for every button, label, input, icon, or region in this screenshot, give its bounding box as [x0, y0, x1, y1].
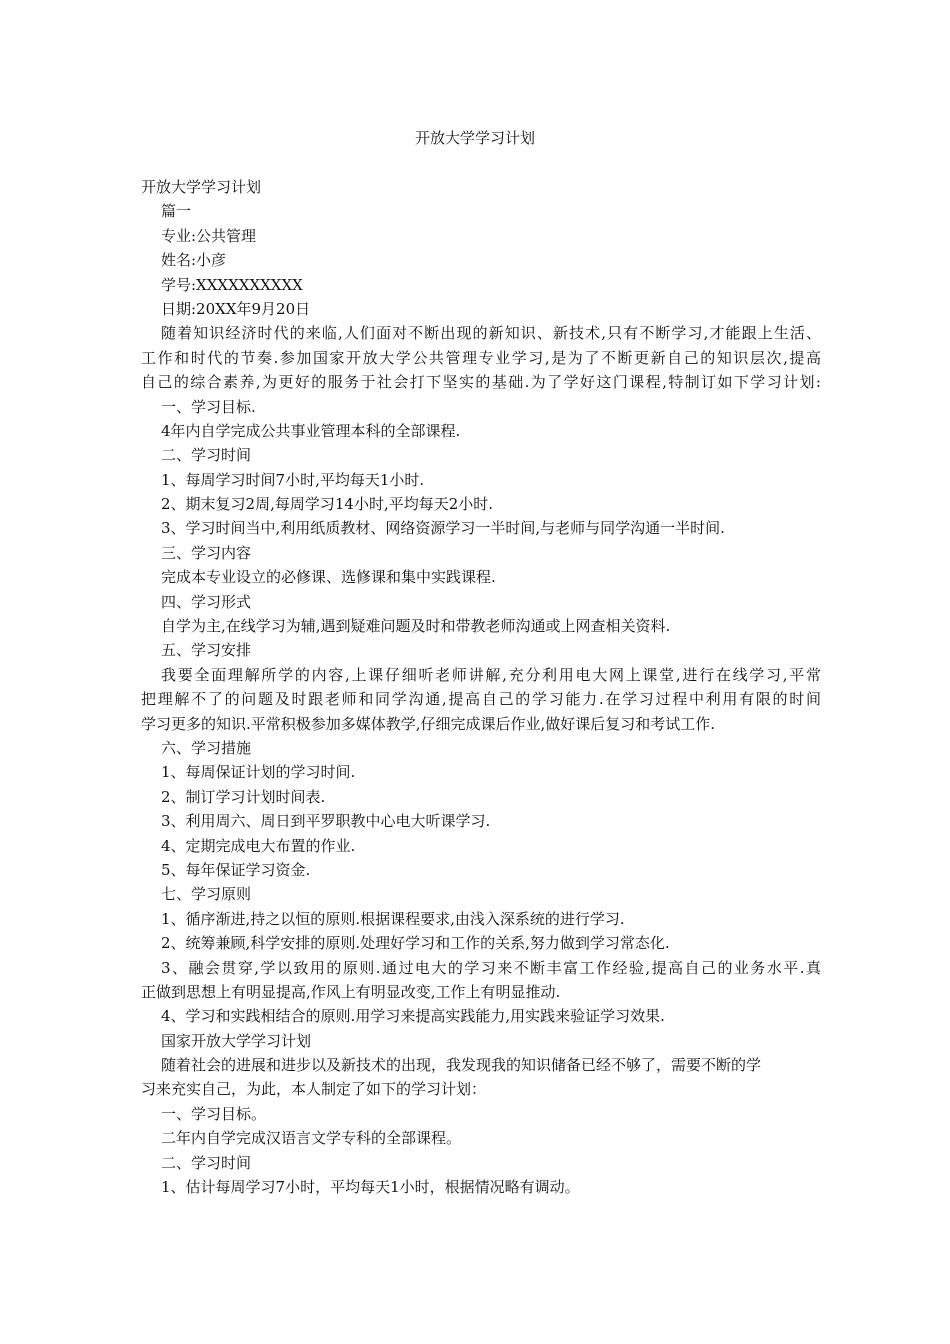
text-line: 5、每年保证学习资金.	[161, 860, 311, 879]
text-line: 1、循序渐进,持之以恒的原则.根据课程要求,由浅入深系统的进行学习.	[161, 909, 625, 928]
text-line: 二年内自学完成汉语言文学专科的全部课程。	[161, 1129, 462, 1148]
text-line: 4、学习和实践相结合的原则.用学习来提高实践能力,用实践来验证学习效果.	[161, 1007, 665, 1026]
text-line: 4年内自学完成公共事业管理本科的全部课程.	[161, 421, 461, 440]
text-line: 3、学习时间当中,利用纸质教材、网络资源学习一半时间,与老师与同学沟通一半时间.	[161, 519, 725, 538]
text-line: 学习更多的知识.平常积极参加多媒体教学,仔细完成课后作业,做好课后复习和考试工作.	[141, 714, 716, 733]
text-line: 2、制订学习计划时间表.	[161, 787, 326, 806]
text-line: 随着知识经济时代的来临,人们面对不断出现的新知识、新技术,只有不断学习,才能跟上生活、	[161, 324, 821, 343]
text-line: 1、每周学习时间7小时,平均每天1小时.	[161, 470, 425, 489]
document-title: 开放大学学习计划	[414, 129, 535, 147]
text-line: 一、学习目标。	[161, 1104, 267, 1123]
document-body	[141, 175, 821, 1199]
text-line: 二、学习时间	[161, 1153, 252, 1172]
text-line: 二、学习时间	[161, 446, 252, 465]
text-line: 正做到思想上有明显提高,作风上有明显改变,工作上有明显推动.	[141, 982, 561, 1001]
text-line: 专业:公共管理	[161, 226, 257, 245]
text-line: 3、利用周六、周日到平罗职教中心电大听课学习.	[161, 812, 491, 831]
text-line: 国家开放大学学习计划	[161, 1031, 312, 1050]
text-line: 随着社会的进展和进步以及新技术的出现，我发现我的知识储备已经不够了，需要不断的学	[161, 1056, 762, 1075]
text-line: 开放大学学习计划	[141, 178, 262, 196]
text-line: 1、估计每周学习7小时，平均每天1小时，根据情况略有调动。	[161, 1178, 580, 1197]
text-line: 三、学习内容	[161, 543, 252, 562]
text-line: 日期:20XX年9月20日	[161, 299, 311, 318]
text-line: 我要全面理解所学的内容,上课仔细听老师讲解,充分利用电大网上课堂,进行在线学习,平常	[161, 665, 821, 684]
text-line: 4、定期完成电大布置的作业.	[161, 836, 356, 855]
text-line: 1、每周保证计划的学习时间.	[161, 763, 356, 782]
text-line: 2、期末复习2周,每周学习14小时,平均每天2小时.	[161, 495, 494, 514]
text-line: 篇一	[161, 202, 192, 221]
text-line: 把理解不了的问题及时跟老师和同学沟通,提高自己的学习能力.在学习过程中利用有限的时间	[141, 690, 821, 709]
text-line: 学号:XXXXXXXXXX	[161, 275, 303, 294]
text-line: 一、学习目标.	[161, 397, 256, 416]
text-line: 自己的综合素养,为更好的服务于社会打下坚实的基础.为了学好这门课程,特制订如下学习计划:	[141, 373, 821, 392]
text-line: 姓名:小彦	[161, 251, 227, 270]
text-line: 3、融会贯穿,学以致用的原则.通过电大的学习来不断丰富工作经验,提高自己的业务水平.真	[161, 958, 821, 977]
text-line: 2、统筹兼顾,科学安排的原则.处理好学习和工作的关系,努力做到学习常态化.	[161, 934, 670, 953]
text-line: 七、学习原则	[161, 885, 252, 904]
text-line: 四、学习形式	[161, 592, 252, 611]
text-line: 习来充实自己，为此，本人制定了如下的学习计划：	[141, 1080, 487, 1099]
text-line: 完成本专业设立的必修课、选修课和集中实践课程.	[161, 568, 496, 587]
text-line: 五、学习安排	[161, 641, 252, 660]
text-line: 六、学习措施	[161, 738, 252, 757]
text-line: 工作和时代的节奏.参加国家开放大学公共管理专业学习,是为了不断更新自己的知识层次,提高	[141, 348, 821, 367]
text-line: 自学为主,在线学习为辅,遇到疑难问题及时和带教老师沟通或上网查相关资料.	[161, 617, 671, 636]
